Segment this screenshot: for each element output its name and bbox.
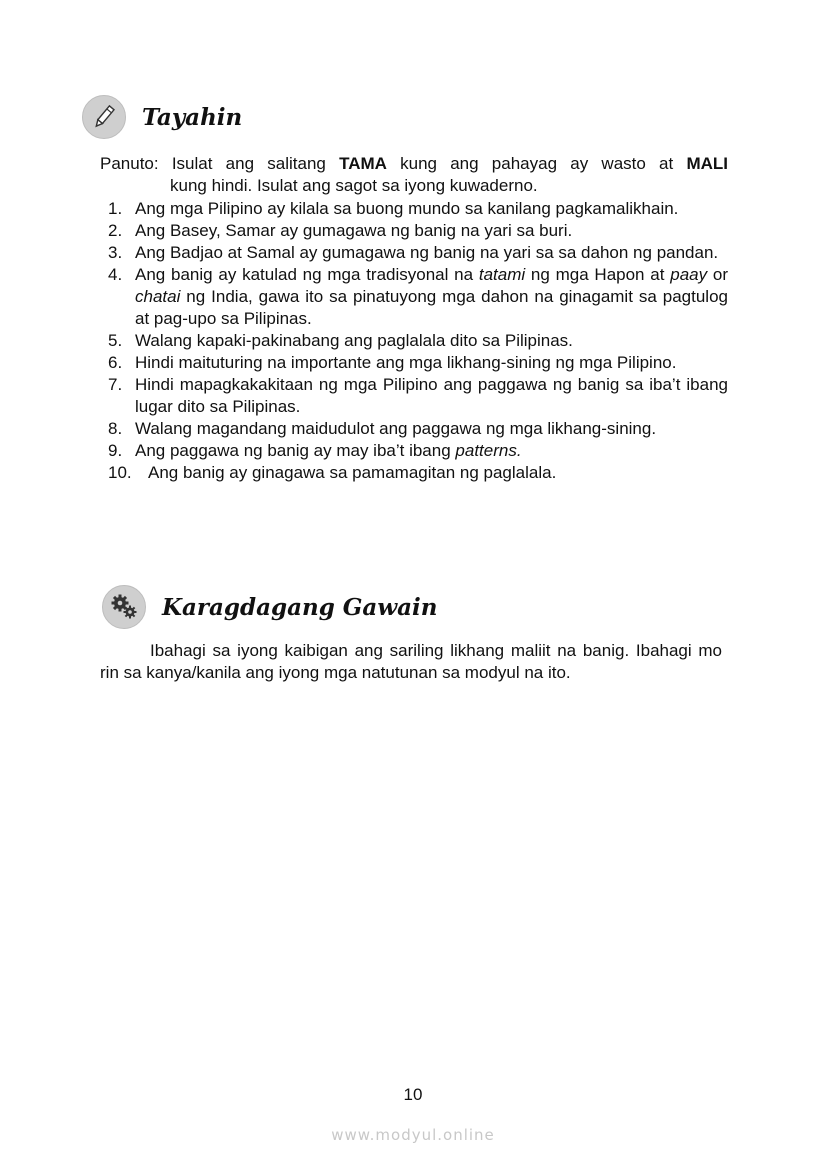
watermark: www.modyul.online <box>331 1126 495 1144</box>
list-item: 3. Ang Badjao at Samal ay gumagawa ng banig na yari sa sa dahon ng pandan. <box>108 243 719 262</box>
tayahin-header <box>82 95 242 139</box>
gears-icon <box>102 585 146 629</box>
quiz-items <box>108 198 728 484</box>
list-item: 1. Ang mga Pilipino ay kilala sa buong mundo sa kanilang pagkamalikhain. <box>108 199 679 218</box>
page-number: 10 <box>403 1085 423 1104</box>
list-item: 6. Hindi maituturing na importante ang mga likhang-sining ng mga Pilipino. <box>108 353 677 372</box>
karagdagan-title: Karagdagang Gawain <box>162 593 438 621</box>
karagdagan-header <box>102 585 437 629</box>
pencil-icon <box>82 95 126 139</box>
list-item: 7. Hindi mapagkakakitaan ng mga Pilipino ang paggawa ng banig sa iba’t ibang lugar dito sa Pilipinas. <box>108 375 728 416</box>
list-item: 4. Ang banig ay katulad ng mga tradisyonal na tatami ng mga Hapon at paay or chatai ng India, gawa ito sa pinatuyong mga dahon na ginagamit sa pagtulog at pag-upo sa Pilipinas. <box>108 265 728 328</box>
list-item: 10. Ang banig ay ginagawa sa pamamagitan ng paglalala. <box>108 463 557 482</box>
list-item: 2. Ang Basey, Samar ay gumagawa ng banig na yari sa buri. <box>108 221 573 240</box>
instructions: Panuto: Isulat ang salitang TAMA kung ang pahayag ay wasto at MALI kung hindi. Isulat ang sagot sa iyong kuwaderno. <box>100 154 728 195</box>
list-item: 5. Walang kapaki-pakinabang ang paglalala dito sa Pilipinas. <box>108 331 573 350</box>
karagdagan-paragraph: Ibahagi sa iyong kaibigan ang sariling likhang maliit na banig. Ibahagi mo rin sa kanya/kanila ang iyong mga natutunan sa modyul na ito. <box>100 641 722 682</box>
list-item: 9. Ang paggawa ng banig ay may iba’t ibang patterns. <box>108 441 522 460</box>
list-item: 8. Walang magandang maidudulot ang paggawa ng mga likhang-sining. <box>108 419 657 438</box>
tayahin-title: Tayahin <box>142 103 243 131</box>
